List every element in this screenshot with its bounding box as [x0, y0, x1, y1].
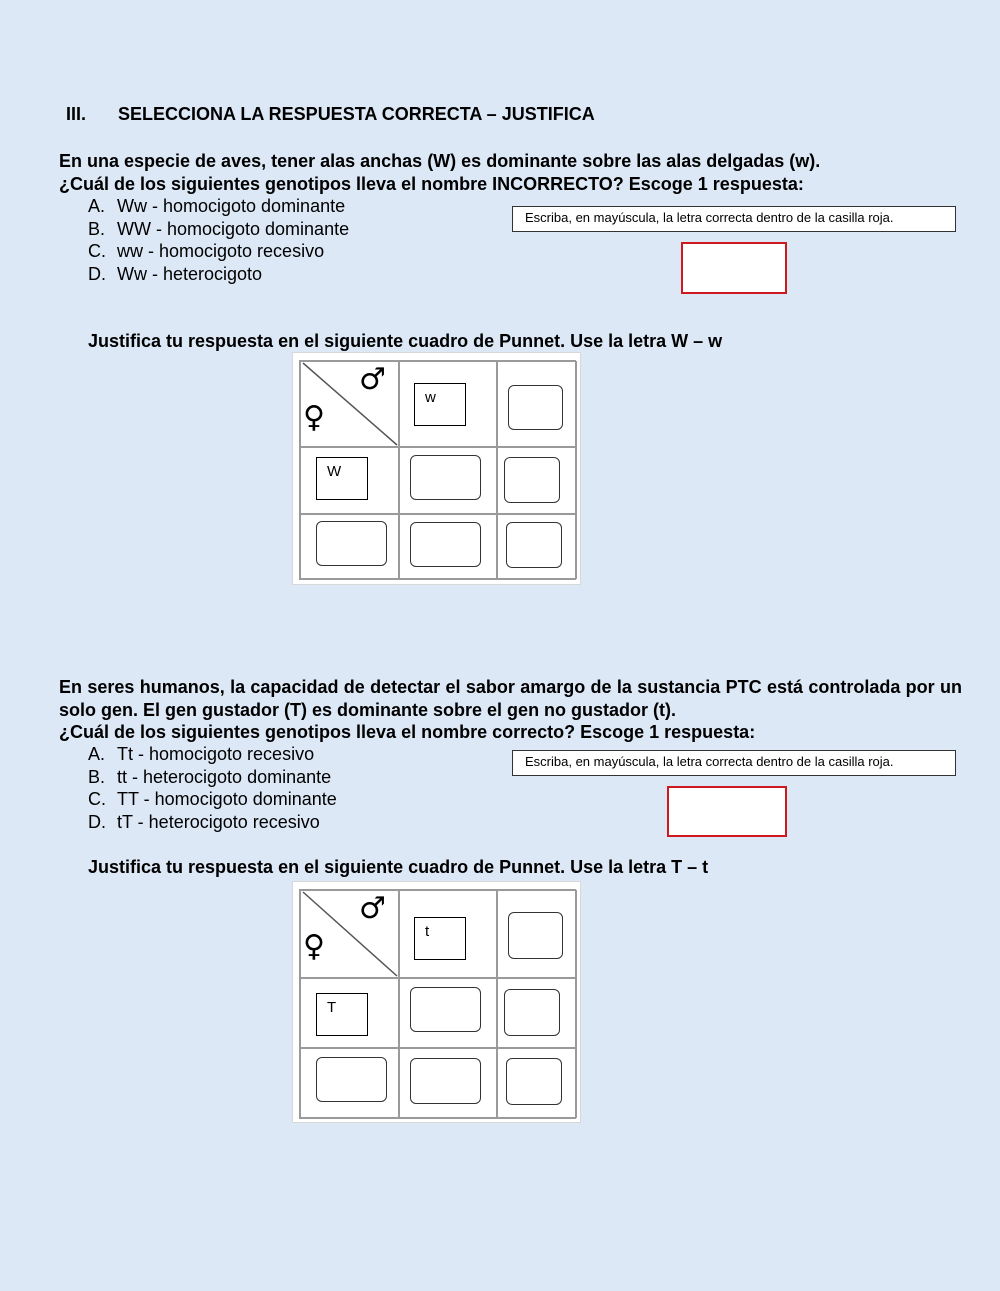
- punnett-cell-2-1[interactable]: [410, 522, 481, 567]
- male-allele-1-box: t: [414, 917, 466, 960]
- option-c: C. TT - homocigoto dominante: [88, 789, 337, 809]
- justify-text-2: Justifica tu respuesta en el siguiente cuadro de Punnet. Use la letra T – t: [88, 857, 709, 877]
- answer-box-1[interactable]: [681, 242, 787, 294]
- female-allele-1-box: [316, 993, 368, 1036]
- option-c: C. ww - homocigoto recesivo: [88, 241, 325, 261]
- female-allele-1-text: T: [327, 999, 337, 1016]
- male-allele-1-box: w: [414, 383, 466, 426]
- answer-box-2[interactable]: [667, 786, 787, 837]
- punnett-cell-1-2[interactable]: [504, 989, 560, 1036]
- punnett-cell-1-2[interactable]: [504, 457, 560, 503]
- male-allele-2-box[interactable]: [508, 385, 563, 430]
- female-symbol-icon: ♀: [303, 400, 325, 435]
- female-symbol-icon: ♀: [303, 929, 325, 964]
- female-allele-1-box: [316, 457, 368, 500]
- question-2-options: [88, 743, 337, 833]
- male-symbol-icon: ♂: [359, 362, 386, 397]
- justify-text-1: Justifica tu respuesta en el siguiente cuadro de Punnet. Use la letra W – w: [88, 331, 723, 351]
- question-1-options: [88, 195, 349, 285]
- section-heading: [66, 104, 595, 125]
- question-2-text: [59, 676, 962, 744]
- option-b: B. tt - heterocigoto dominante: [88, 766, 332, 787]
- punnett-cell-1-1[interactable]: [410, 987, 481, 1032]
- answer-instruction-2: Escriba, en mayúscula, la letra correcta dentro de la casilla roja.: [512, 750, 956, 776]
- question-2-paragraph: En seres humanos, la capacidad de detectar el sabor amargo de la sustancia PTC está controlada por un solo gen. El gen gustador (T) es dominante sobre el gen no gustador (t).: [59, 677, 962, 720]
- question-1-line-2: ¿Cuál de los siguientes genotipos lleva el nombre INCORRECTO? Escoge 1 respuesta:: [59, 173, 804, 194]
- option-b: B. WW - homocigoto dominante: [88, 218, 350, 239]
- female-allele-2-box[interactable]: [316, 521, 387, 566]
- question-1-line-1: En una especie de aves, tener alas anchas (W) es dominante sobre las alas delgadas (w).: [59, 151, 821, 171]
- option-a: A. Ww - homocigoto dominante: [88, 196, 346, 216]
- section-title: SELECCIONA LA RESPUESTA CORRECTA – JUSTIFICA: [118, 104, 595, 124]
- answer-instruction-1: Escriba, en mayúscula, la letra correcta dentro de la casilla roja.: [512, 206, 956, 232]
- question-2-line-3: ¿Cuál de los siguientes genotipos lleva el nombre correcto? Escoge 1 respuesta:: [59, 722, 756, 742]
- punnett-square-1: [292, 352, 581, 585]
- punnett-cell-2-2[interactable]: [506, 1058, 562, 1105]
- option-d: D. tT - heterocigoto recesivo: [88, 811, 320, 832]
- punnett-cell-2-2[interactable]: [506, 522, 562, 568]
- male-symbol-icon: ♂: [359, 891, 386, 926]
- punnett-cell-2-1[interactable]: [410, 1058, 481, 1104]
- female-allele-1-text: W: [327, 463, 342, 480]
- option-d: D. Ww - heterocigoto: [88, 263, 263, 284]
- punnett-cell-1-1[interactable]: [410, 455, 481, 500]
- punnett-square-2: [292, 881, 581, 1123]
- female-allele-2-box[interactable]: [316, 1057, 387, 1102]
- question-1-text: [59, 150, 969, 195]
- section-number: III.: [66, 104, 87, 124]
- option-a: A. Tt - homocigoto recesivo: [88, 744, 315, 764]
- male-allele-2-box[interactable]: [508, 912, 563, 959]
